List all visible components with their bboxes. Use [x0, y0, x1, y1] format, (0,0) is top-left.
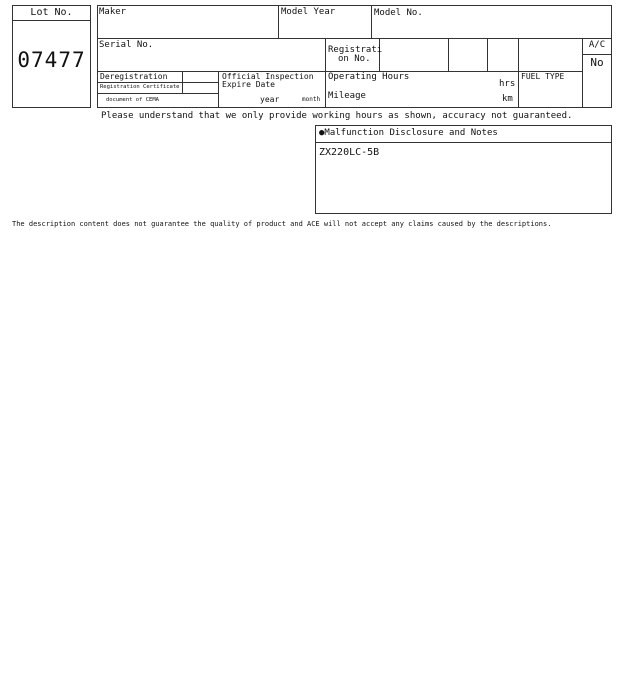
registration-no-label-1: Registrati — [328, 45, 383, 55]
serial-no-label: Serial No. — [99, 40, 154, 50]
grid-vline-7 — [518, 38, 519, 108]
working-hours-notice: Please understand that we only provide working hours as shown, accuracy not guaranteed. — [101, 111, 573, 121]
malfunction-content: ZX220LC-5B — [319, 147, 380, 158]
grid-hline-4 — [97, 82, 218, 83]
malfunction-box — [315, 125, 612, 214]
grid-vline-5 — [448, 38, 449, 71]
km-unit: km — [502, 94, 513, 104]
malfunction-divider — [315, 142, 612, 143]
mileage-label: Mileage — [328, 91, 366, 101]
grid-hline-5 — [97, 93, 218, 94]
ac-label: A/C — [588, 40, 606, 50]
year-label: year — [260, 95, 280, 104]
grid-vline-6 — [487, 38, 488, 71]
model-year-label: Model Year — [281, 7, 336, 17]
hrs-unit: hrs — [499, 79, 516, 89]
grid-vline-1 — [278, 5, 279, 38]
month-label: month — [302, 96, 321, 103]
ac-value: No — [590, 56, 604, 69]
deregistration-label: Deregistration — [100, 72, 168, 81]
operating-hours-label: Operating Hours — [328, 72, 410, 82]
grid-hline-1 — [97, 38, 612, 39]
lot-number: 07477 — [17, 48, 86, 72]
grid-vline-3 — [325, 38, 326, 108]
grid-vline-9 — [182, 71, 183, 94]
lot-divider — [12, 20, 91, 21]
inspection-label-1: Official Inspection — [222, 72, 314, 81]
registration-certificate-label: Registration Certificate — [100, 84, 180, 90]
grid-vline-2 — [371, 5, 372, 38]
malfunction-title: ●Malfunction Disclosure and Notes — [319, 128, 498, 138]
inspection-label-2: Expire Date — [222, 80, 275, 89]
model-no-label: Model No. — [374, 8, 423, 18]
maker-label: Maker — [99, 7, 127, 17]
disclaimer: The description content does not guarantee the quality of product and ACE will not accept any claims caused by the descriptions. — [12, 220, 552, 228]
registration-no-label-2: on No. — [338, 54, 371, 64]
document-of-cema-label: document of CEMA — [106, 97, 159, 103]
fuel-type-label: FUEL TYPE — [521, 72, 565, 81]
grid-hline-3 — [582, 54, 612, 55]
lot-label: Lot No. — [30, 7, 73, 18]
grid-vline-10 — [218, 71, 219, 108]
